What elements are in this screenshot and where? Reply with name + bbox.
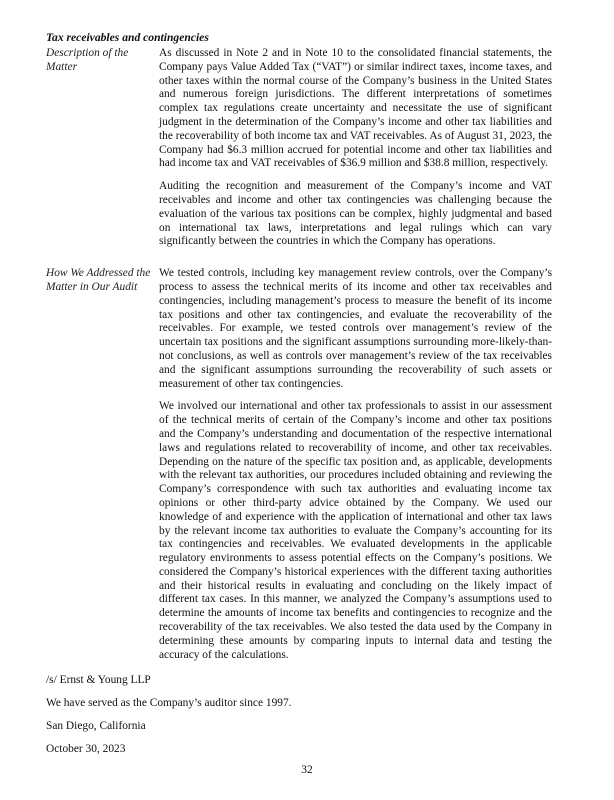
signature-location: San Diego, California: [46, 720, 146, 733]
audit-paragraph-2: We involved our international and other tax professionals to assist in our assessment of the technical merits of certain of the Company’s income and other tax positions and the Company’s understanding and documentation of the respective international laws and regulations related to recoverability of income, and other tax receivables. Depending on the nature of the specific tax position and, as applicable, developments with the relevant tax authorities, our procedures included obtaining and reviewing the Company’s correspondence with such tax authorities and evaluating income tax opinions or other third-party advice obtained by the Company. We used our knowledge of and experience with the application of international and other tax laws by the relevant income tax authorities to evaluate the Company’s accounting for its tax contingencies and receivables. We evaluated developments in the applicable regulatory environments to assess potential effects on the Company’s positions. We considered the Company’s historical experiences with the different taxing authorities and their historical results in evaluating and concluding on the likely impact of different tax cases. In this manner, we analyzed the Company’s assumptions used to determine the amounts of income tax benefits and contingencies to recognize and the recoverability of the tax receivables. We also tested the data used by the Company in determining these amounts by comparing inputs to internal data and testing the accuracy of the calculations.: [159, 400, 552, 661]
description-row: [46, 47, 552, 258]
audit-label-line-1: How We Addressed the: [46, 267, 151, 280]
page-number: 32: [301, 764, 313, 776]
signature-tenure: We have served as the Company’s auditor since 1997.: [46, 697, 292, 710]
description-paragraph-2: Auditing the recognition and measurement of the Company’s income and VAT receivables and income and other tax contingencies was challenging because the evaluation of the various tax positions can be complex, highly judgmental and based on international tax laws, interpretations and legal rulings which can vary significantly between the countries in which the Company has operations.: [159, 180, 552, 248]
description-paragraph-1: As discussed in Note 2 and in Note 10 to the consolidated financial statements, the Company pays Value Added Tax (“VAT”) or similar indirect taxes, income taxes, and other taxes within the normal course of the Company’s business in the United States and numerous foreign jurisdictions. The different interpretations of sometimes complex tax regulations create uncertainty and necessitate the use of significant judgment in the determination of the Company’s income and other tax liabilities and the recoverability of both income tax and VAT receivables. As of August 31, 2023, the Company had $6.3 million accrued for potential income and other tax liabilities and had income tax and VAT receivables of $36.9 million and $38.8 million, respectively.: [159, 47, 552, 170]
signature-block: [46, 674, 552, 756]
description-label: Description of the Matter: [46, 47, 129, 73]
signature-firm: /s/ Ernst & Young LLP: [46, 674, 151, 687]
audit-row: [46, 267, 552, 671]
document-page: [46, 31, 552, 766]
audit-label-line-2: Matter in Our Audit: [46, 280, 138, 293]
section-heading: Tax receivables and contingencies: [46, 31, 209, 44]
audit-label: [46, 267, 159, 671]
description-content: [159, 47, 552, 258]
audit-content: [159, 267, 552, 671]
audit-paragraph-1: We tested controls, including key management review controls, over the Company’s process to assess the technical merits of its income and other tax receivables and contingencies, including management’s process to measure the benefit of its income tax positions and other tax contingencies, and evaluate the recoverability of the receivables. For example, we tested controls over management’s review of the uncertain tax positions and the significant assumptions surrounding more-likely-than-not conclusions, as well as controls over management’s review of the tax receivables and the significant assumptions surrounding the recoverability of such assets or measurement of other tax contingencies.: [159, 267, 552, 390]
signature-date: October 30, 2023: [46, 742, 126, 755]
